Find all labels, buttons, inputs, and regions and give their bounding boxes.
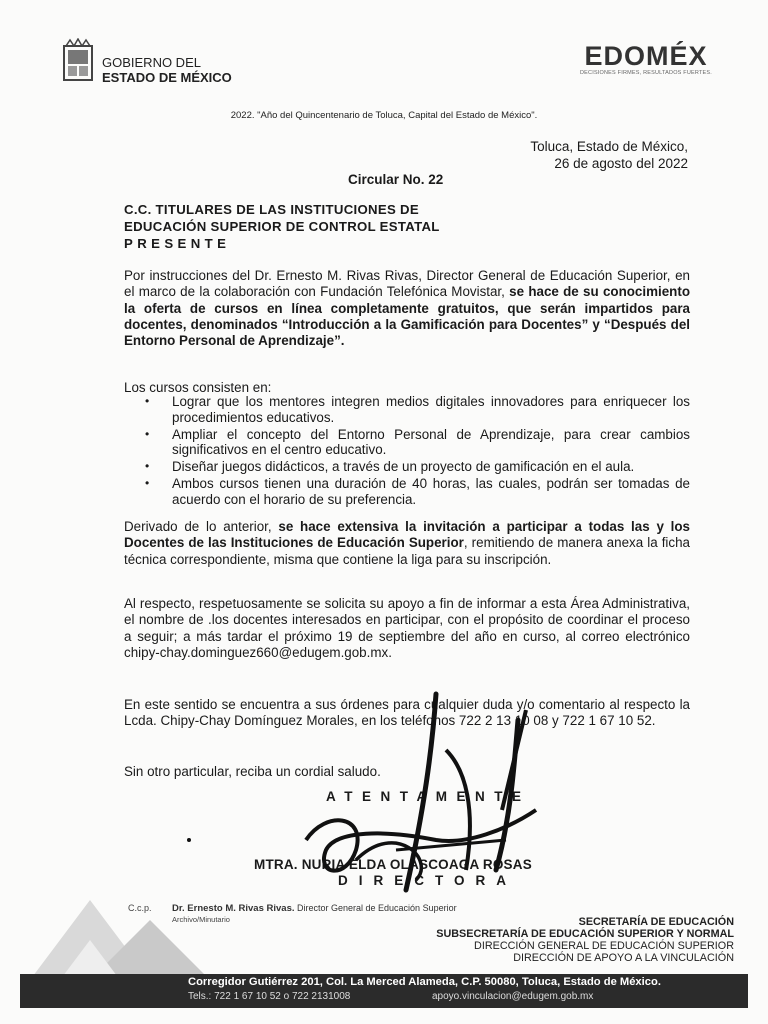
signer-title: DIRECTORA [338,873,518,888]
list-item: • Diseñar juegos didácticos, a través de un proyecto de gamificación en el aula. [142,459,690,475]
state-coat-of-arms-icon [60,38,96,84]
paragraph-contact: En este sentido se encuentra a sus órdenes para cualquier duda y/o comentario al respecto la Lcda. Chipy-Chay Domínguez Morales, en los teléfonos 722 2 13 10 08 y 722 1 67 10 52. [124,697,690,729]
course-objectives-list [142,394,690,509]
footer-email: apoyo.vinculacion@edugem.gob.mx [432,991,594,1002]
office-line4: DIRECCIÓN DE APOYO A LA VINCULACIÓN [513,952,734,964]
circular-number: Circular No. 22 [348,172,444,187]
ccp-name: Dr. Ernesto M. Rivas Rivas. [172,903,295,914]
office-line1: SECRETARÍA DE EDUCACIÓN [578,916,734,928]
list-item: • Ambos cursos tienen una duración de 40 horas, las cuales, podrán ser tomadas de acuerdo con el horario de su preferencia. [142,476,690,508]
gov-line1: GOBIERNO DEL [102,55,201,70]
edomex-tagline: DECISIONES FIRMES, RESULTADOS FUERTES. [580,70,712,76]
closing-atentamente: ATENTAMENTE [326,789,531,804]
office-hierarchy [400,916,734,964]
office-line3: DIRECCIÓN GENERAL DE EDUCACIÓN SUPERIOR [474,940,734,952]
footer-phones: Tels.: 722 1 67 10 52 o 722 2131008 [188,991,351,1002]
recipient-block [124,201,440,252]
decorative-triangles-icon [30,880,230,980]
office-line2: SUBSECRETARÍA DE EDUCACIÓN SUPERIOR Y NORMAL [436,928,734,940]
date: 26 de agosto del 2022 [554,156,688,171]
place-date [430,138,688,172]
paragraph-closing: Sin otro particular, reciba un cordial saludo. [124,764,381,779]
list-item: • Ampliar el concepto del Entorno Personal de Aprendizaje, para crear cambios significativos en el centro educativo. [142,427,690,459]
p2-text-a: Derivado de lo anterior, [124,519,279,534]
year-motto: 2022. "Año del Quincentenario de Toluca, Capital del Estado de México". [230,110,538,121]
paragraph-invitation [124,519,690,568]
recipient-line2: EDUCACIÓN SUPERIOR DE CONTROL ESTATAL [124,219,440,234]
ink-dot [187,838,191,842]
place: Toluca, Estado de México, [530,139,688,154]
recipient-line1: C.C. TITULARES DE LAS INSTITUCIONES DE [124,202,419,217]
p2-text-c: , remitiendo de manera anexa la ficha técnica correspondiente, misma que contiene la liga para su inscripción. [124,535,690,567]
archive-note: Archivo/Minutario [172,915,230,924]
footer-address: Corregidor Gutiérrez 201, Col. La Merced Alameda, C.P. 50080, Toluca, Estado de México. [188,976,661,988]
government-name [102,55,232,85]
ccp-role: Director General de Educación Superior [294,903,457,913]
courses-intro: Los cursos consisten en: [124,380,272,395]
signer-name: MTRA. NURIA ELDA OLASCOAGA ROSAS [254,857,532,872]
p1-text: Por instrucciones del Dr. Ernesto M. Rivas Rivas, Director General de Educación Superior, en el marco de la colaboración con Fundación Telefónica Movistar, [124,268,690,300]
gov-line2: ESTADO DE MÉXICO [102,70,232,85]
recipient-presente: PRESENTE [124,236,231,251]
paragraph-instructions [124,268,690,349]
p1-bold: se hace de su conocimiento la oferta de cursos en línea completamente gratuitos, que serán impartidos para docentes, denominados “Introducción a la Gamificación para Docentes” y “Después del Entorno Personal de Aprendizaje”. [124,284,690,349]
ccp-label: C.c.p. [128,903,152,913]
edomex-logo: EDOMÉX [584,41,708,71]
edomex-brand [576,42,716,76]
handwritten-signature [296,690,546,900]
p2-bold: se hace extensiva la invitación a participar a todas las y los Docentes de las Instituciones de Educación Superior [124,519,691,551]
paragraph-request: Al respecto, respetuosamente se solicita su apoyo a fin de informar a esta Área Administrativa, el nombre de .los docentes interesados en participar, con el propósito de coordinar el proceso a seguir; a más tardar el próximo 19 de septiembre del año en curso, al correo electrónico chipy-chay.dominguez660@edugem.gob.mx. [124,596,690,660]
list-item: • Lograr que los mentores integren medios digitales innovadores para enriquecer los procedimientos educativos. [142,394,690,426]
